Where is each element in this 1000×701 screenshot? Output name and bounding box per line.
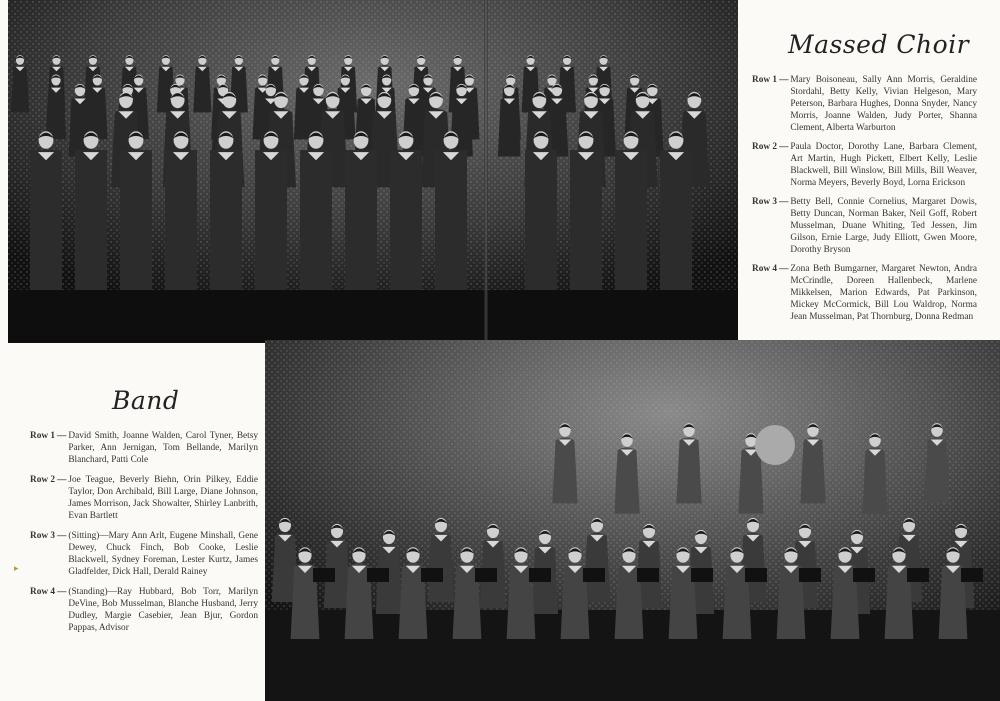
choir-title: Massed Choir xyxy=(788,30,970,59)
choir-row: Row 1 — Mary Boisoneau, Sally Ann Morris, Geraldine Stordahl, Betty Kelly, Vivian Helgeson, Mary Peterson, Barbara Hughes, Donna Snyder, Nancy Morris, Joanne Walden, Judy Porter, Shanna Clement, Alberta Warburton xyxy=(752,75,977,133)
choir-row: Row 4 — Zona Beth Bumgarner, Margaret Newton, Andra McCrindle, Doreen Hallenbeck, Marlene Mikkelsen, Marion Edwards, Pat Parkinson, Mickey McCormick, Bill Lou Waldrop, Norma Jean Musselman, Pat Thornburg, Donna Redman xyxy=(752,264,977,322)
choir-roster xyxy=(752,74,977,330)
music-stand xyxy=(745,568,767,582)
row-label: Row 3 xyxy=(30,531,56,541)
row-label: Row 4 xyxy=(30,587,56,597)
band-row: Row 1 — David Smith, Joanne Walden, Carol Tyner, Betsy Parker, Ann Jernigan, Tom Bellande, Marilyn Blanchard, Patti Cole xyxy=(30,431,258,465)
sousaphone-bell xyxy=(755,425,795,465)
row-label: Row 1 xyxy=(30,431,56,441)
music-stand xyxy=(475,568,497,582)
music-stand xyxy=(529,568,551,582)
music-stand xyxy=(367,568,389,582)
music-stand xyxy=(637,568,659,582)
choir-row: Row 3 — Betty Bell, Connie Cornelius, Margaret Dowis, Betty Duncan, Norman Baker, Neil Goff, Robert Musselman, Duane Whiting, Ted Jessen, Jim Gilson, Ernie Large, Judy Elliott, Gwen Moore, Dorothy Bryson xyxy=(752,197,977,255)
row-label: Row 4 xyxy=(752,264,778,274)
music-stand xyxy=(421,568,443,582)
music-stand xyxy=(583,568,605,582)
band-roster xyxy=(30,430,258,642)
choir-photo xyxy=(8,0,738,343)
music-stand xyxy=(799,568,821,582)
row-names: Joe Teague, Beverly Biehn, Orin Pilkey, Eddie Taylor, Don Archibald, Bill Large, Diane Johnson, James Morrison, Jack Showalter, Shirley Lanbrith, Evan Bartlett xyxy=(68,475,258,521)
row-names: Mary Boisoneau, Sally Ann Morris, Geraldine Stordahl, Betty Kelly, Vivian Helgeson, Mary Peterson, Barbara Hughes, Donna Snyder, Nancy Morris, Joanne Walden, Judy Porter, Shanna Clement, Alberta Warburton xyxy=(790,75,977,133)
row-names: Betty Bell, Connie Cornelius, Margaret Dowis, Betty Duncan, Norman Baker, Neil Goff, Robert Musselman, Duane Whiting, Ted Jessen, Jim Gilson, Ernie Large, Judy Elliott, Gwen Moore, Dorothy Bryson xyxy=(790,197,977,255)
row-names: (Sitting)—Mary Ann Arlt, Eugene Minshall, Gene Dewey, Chuck Finch, Bob Cooke, Leslie Blackwell, Sydney Foreman, Lester Kurtz, James Gladfelder, Dick Hall, Derald Rainey xyxy=(68,531,258,577)
band-photo xyxy=(265,340,1000,701)
music-stand xyxy=(691,568,713,582)
band-row: Row 3 — (Sitting)—Mary Ann Arlt, Eugene Minshall, Gene Dewey, Chuck Finch, Bob Cooke, Leslie Blackwell, Sydney Foreman, Lester Kurtz, James Gladfelder, Dick Hall, Derald Rainey xyxy=(30,531,258,577)
row-names: (Standing)—Ray Hubbard, Bob Torr, Marilyn DeVine, Bob Musselman, Blanche Husband, Jerry Dudley, Margie Casebier, Jean Bjur, Gordon Pappas, Advisor xyxy=(68,587,258,633)
bullet-mark: ▸ xyxy=(14,564,19,574)
row-label: Row 1 xyxy=(752,75,778,85)
row-names: Zona Beth Bumgarner, Margaret Newton, Andra McCrindle, Doreen Hallenbeck, Marlene Mikkelsen, Marion Edwards, Pat Parkinson, Mickey McCormick, Bill Lou Waldrop, Norma Jean Musselman, Pat Thornburg, Donna Redman xyxy=(790,264,977,322)
music-stand xyxy=(853,568,875,582)
row-label: Row 3 xyxy=(752,197,778,207)
row-names: Paula Doctor, Dorothy Lane, Barbara Clement, Art Martin, Hugh Pickett, Elbert Kelly, Leslie Blackwell, Bill Winslow, Bill Mills, Bill Weaver, Norma Meyers, Beverly Boyd, Lorna Erickson xyxy=(790,142,977,188)
row-label: Row 2 xyxy=(30,475,56,485)
row-names: David Smith, Joanne Walden, Carol Tyner, Betsy Parker, Ann Jernigan, Tom Bellande, Marilyn Blanchard, Patti Cole xyxy=(68,431,258,465)
music-stand xyxy=(313,568,335,582)
row-label: Row 2 xyxy=(752,142,778,152)
music-stand xyxy=(961,568,983,582)
music-stand xyxy=(907,568,929,582)
band-row: Row 2 — Joe Teague, Beverly Biehn, Orin Pilkey, Eddie Taylor, Don Archibald, Bill Large, Diane Johnson, James Morrison, Jack Showalter, Shirley Lanbrith, Evan Bartlett xyxy=(30,475,258,521)
band-title: Band xyxy=(112,386,180,415)
band-row: Row 4 — (Standing)—Ray Hubbard, Bob Torr, Marilyn DeVine, Bob Musselman, Blanche Husband, Jerry Dudley, Margie Casebier, Jean Bjur, Gordon Pappas, Advisor xyxy=(30,587,258,633)
choir-row: Row 2 — Paula Doctor, Dorothy Lane, Barbara Clement, Art Martin, Hugh Pickett, Elbert Kelly, Leslie Blackwell, Bill Winslow, Bill Mills, Bill Weaver, Norma Meyers, Beverly Boyd, Lorna Erickson xyxy=(752,142,977,188)
